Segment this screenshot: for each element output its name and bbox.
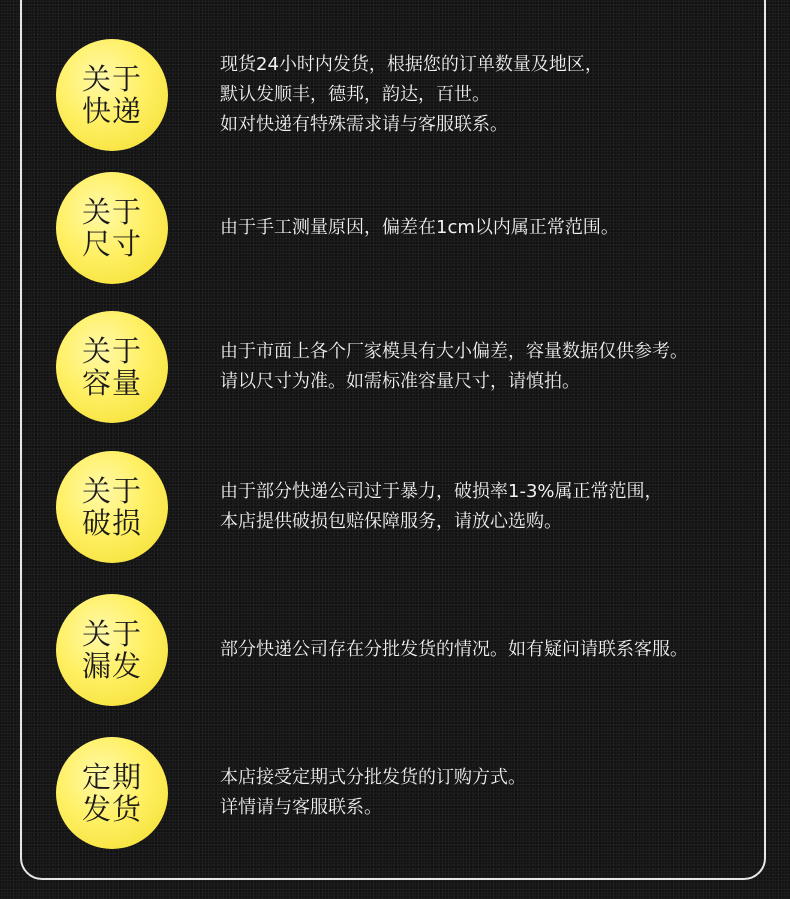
badge-line-2: 快递: [81, 94, 142, 128]
notice-item-size: [0, 172, 790, 292]
badge-size: [56, 172, 168, 284]
description-damage: [220, 451, 760, 563]
description-line: 如对快递有特殊需求请与客服联系。: [220, 114, 508, 135]
description-scheduled: [220, 737, 760, 849]
badge-capacity: [56, 311, 168, 423]
notice-item-scheduled: [0, 737, 790, 857]
badge-shipping: [56, 39, 168, 151]
description-line: 默认发顺丰，德邦，韵达，百世。: [220, 84, 490, 105]
badge-line-2: 漏发: [81, 649, 142, 683]
description-line: 本店接受定期式分批发货的订购方式。: [220, 767, 526, 788]
description-line: 由于手工测量原因，偏差在1cm以内属正常范围。: [220, 217, 619, 238]
description-line: 部分快递公司存在分批发货的情况。如有疑问请联系客服。: [220, 639, 688, 660]
notice-item-missing: [0, 594, 790, 714]
badge-line-1: 关于: [81, 617, 142, 651]
badge-line-2: 发货: [81, 792, 142, 826]
badge-line-1: 关于: [81, 195, 142, 229]
notice-item-shipping: [0, 39, 790, 159]
badge-line-2: 尺寸: [81, 227, 142, 261]
badge-line-1: 定期: [81, 760, 142, 794]
badge-line-2: 破损: [81, 506, 142, 540]
description-line: 请以尺寸为准。如需标准容量尺寸，请慎拍。: [220, 371, 580, 392]
description-line: 详情请与客服联系。: [220, 797, 382, 818]
description-line: 本店提供破损包赔保障服务，请放心选购。: [220, 511, 562, 532]
notice-item-damage: [0, 451, 790, 571]
description-capacity: [220, 311, 760, 423]
badge-line-1: 关于: [81, 474, 142, 508]
description-line: 由于部分快递公司过于暴力，破损率1-3%属正常范围，: [220, 481, 663, 502]
description-size: [220, 172, 760, 284]
badge-missing: [56, 594, 168, 706]
description-shipping: [220, 39, 760, 151]
badge-line-2: 容量: [81, 366, 142, 400]
description-missing: [220, 594, 760, 706]
badge-line-1: 关于: [81, 62, 142, 96]
badge-scheduled: [56, 737, 168, 849]
description-line: 由于市面上各个厂家模具有大小偏差，容量数据仅供参考。: [220, 341, 688, 362]
notice-item-capacity: [0, 311, 790, 431]
badge-damage: [56, 451, 168, 563]
description-line: 现货24小时内发货，根据您的订单数量及地区，: [220, 54, 603, 75]
badge-line-1: 关于: [81, 334, 142, 368]
